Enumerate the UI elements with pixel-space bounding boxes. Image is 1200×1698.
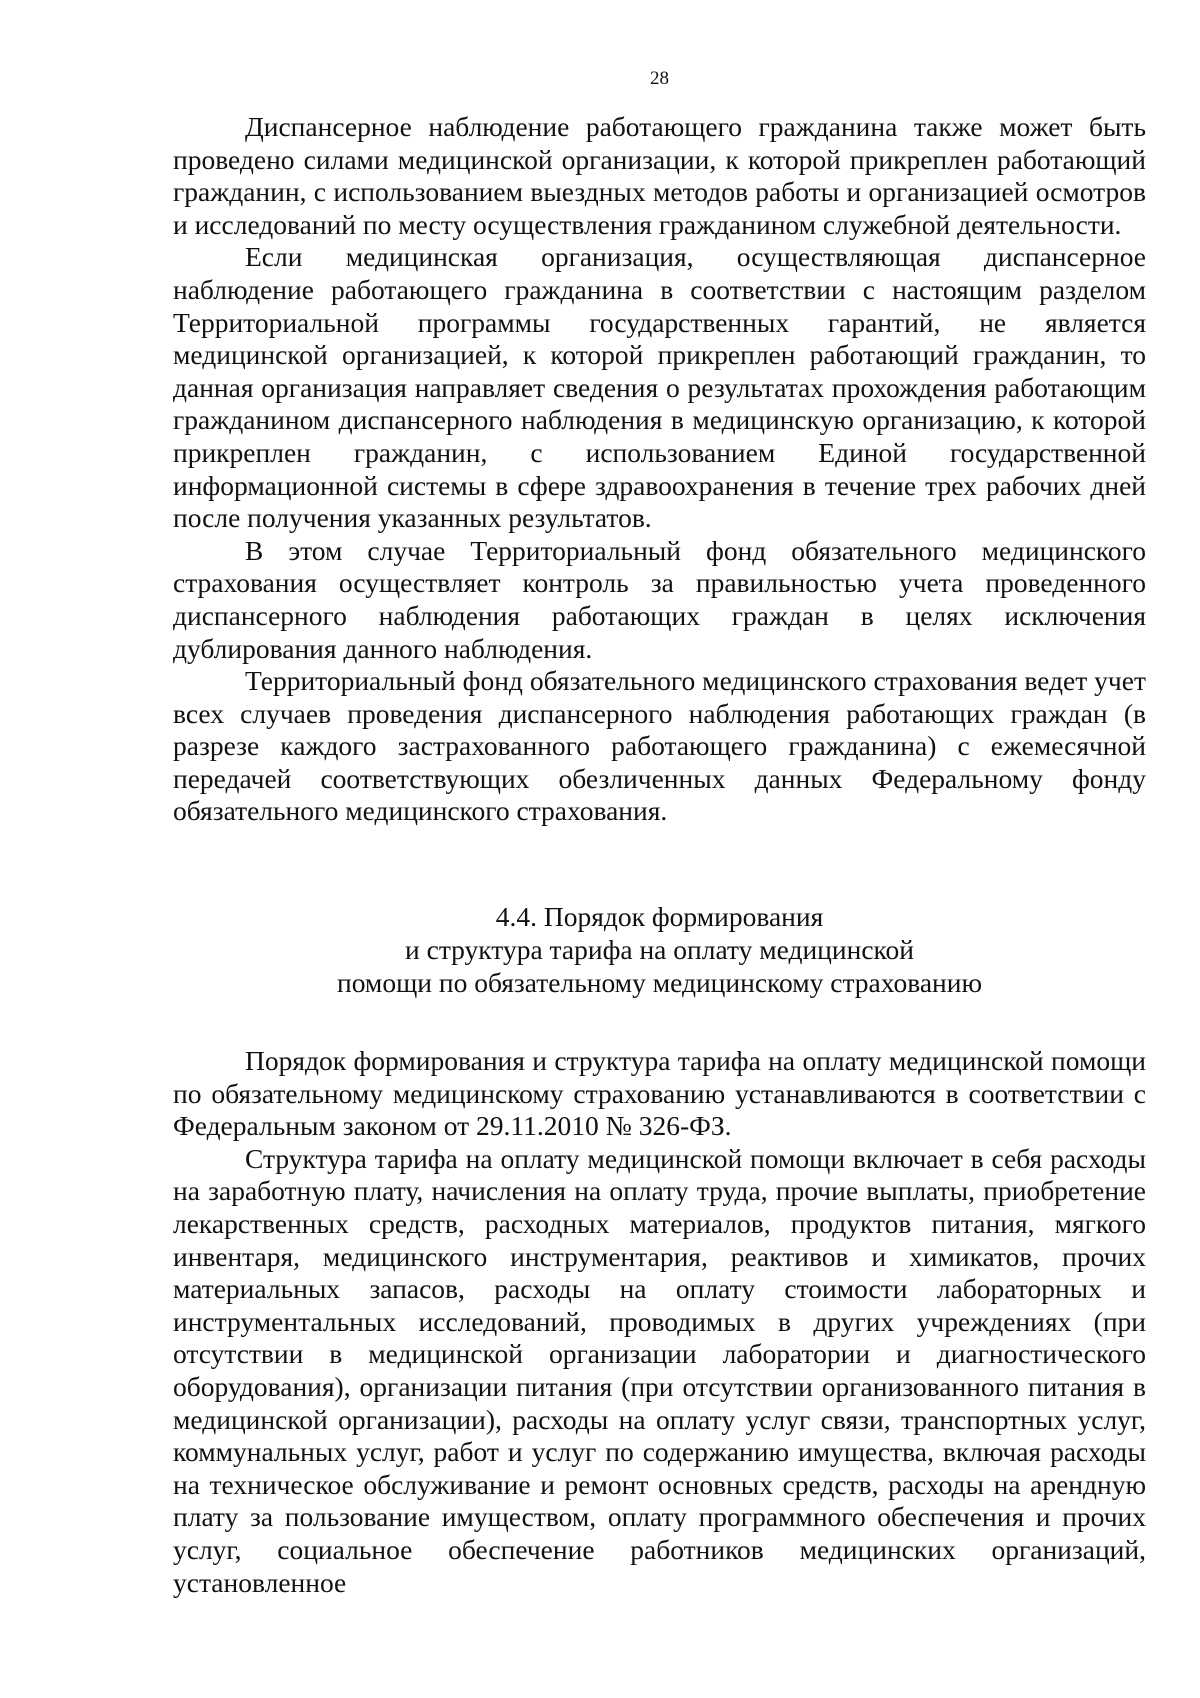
section-tariff-structure [173, 1045, 1146, 1599]
heading-line: и структура тарифа на оплату медицинской [405, 934, 914, 965]
paragraph: Структура тарифа на оплату медицинской помощи включает в себя расходы на заработную плату, начисления на оплату труда, прочие выплаты, приобретение лекарственных средств, расходных материалов, продуктов питания, мягкого инвентаря, медицинского инструментария, реактивов и химикатов, прочих материальных запасов, расходы на оплату стоимости лабораторных и инструментальных исследований, проводимых в других учреждениях (при отсутствии в медицинской организации лаборатории и диагностического оборудования), организации питания (при отсутствии организованного питания в медицинской организации), расходы на оплату услуг связи, транспортных услуг, коммунальных услуг, работ и услуг по содержанию имущества, включая расходы на техническое обслуживание и ремонт основных средств, расходы на арендную плату за пользование имуществом, оплату программного обеспечения и прочих услуг, социальное обеспечение работников медицинских организаций, установленное [173, 1142, 1146, 1598]
paragraph: Диспансерное наблюдение работающего гражданина также может быть проведено силами медицинской организации, к которой прикреплен работающий гражданин, с использованием выездных методов работы и организацией осмотров и исследований по месту осуществления гражданином служебной деятельности. [173, 111, 1146, 240]
paragraph: Порядок формирования и структура тарифа на оплату медицинской помощи по обязательному медицинскому страхованию устанавливаются в соответствии с Федеральным законом от 29.11.2010 № 326-ФЗ. [173, 1045, 1146, 1142]
paragraph: Территориальный фонд обязательного медицинского страхования ведет учет всех случаев проведения диспансерного наблюдения работающих граждан (в разрезе каждого застрахованного работающего гражданина) с ежемесячной передачей соответствующих обезличенных данных Федеральному фонду обязательного медицинского страхования. [173, 665, 1146, 827]
page-number: 28 [650, 68, 669, 89]
heading-line: помощи по обязательному медицинскому страхованию [336, 967, 983, 998]
heading-line: 4.4. Порядок формирования [495, 901, 824, 932]
paragraph: В этом случае Территориальный фонд обязательного медицинского страхования осуществляет контроль за правильностью учета проведенного диспансерного наблюдения работающих граждан в целях исключения дублирования данного наблюдения. [173, 534, 1146, 664]
section-heading [173, 900, 1146, 999]
paragraph: Если медицинская организация, осуществляющая диспансерное наблюдение работающего гражданина в соответствии с настоящим разделом Территориальной программы государственных гарантий, не является медицинской организацией, к которой прикреплен работающий гражданин, то данная организация направляет сведения о результатах прохождения работающим гражданином диспансерного наблюдения в медицинскую организацию, к которой прикреплен гражданин, с использованием Единой государственной информационной системы в сфере здравоохранения в течение трех рабочих дней после получения указанных результатов. [173, 241, 1146, 534]
section-dispensary-observation [173, 111, 1146, 828]
